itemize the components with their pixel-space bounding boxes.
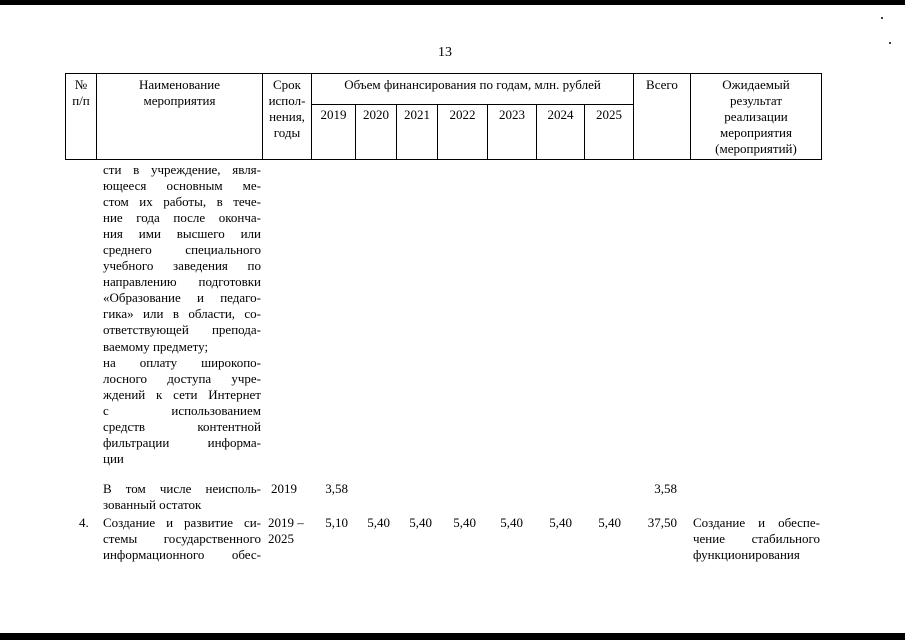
row-value-2019: 3,58 — [325, 481, 348, 496]
header-total-column: Всего — [646, 77, 678, 92]
header-number-column: № п/п — [72, 77, 90, 108]
row-value-2023: 5,40 — [500, 515, 523, 530]
header-year-2023: 2023 — [499, 107, 525, 122]
header-year-2020: 2020 — [363, 107, 389, 122]
row-value-2021: 5,40 — [409, 515, 432, 530]
header-year-2024: 2024 — [547, 107, 574, 122]
scan-speck — [889, 42, 891, 44]
row-term: 2019 — [271, 481, 297, 496]
header-year-2022: 2022 — [449, 107, 476, 122]
bottom-scan-border — [0, 633, 905, 640]
row-total: 3,58 — [654, 481, 677, 496]
row-result: Создание и обеспе- чение стабильного функционирования — [693, 515, 820, 562]
page-number: 13 — [438, 45, 452, 60]
row-term: 2019 – 2025 — [268, 515, 304, 546]
header-funding-column: Объем финансирования по годам, млн. рублей — [344, 77, 601, 92]
row-name: Создание и развитие си- стемы государственного информационного обес- — [103, 515, 261, 563]
row-total: 37,50 — [647, 515, 677, 530]
header-result-column: Ожидаемый результат реализации мероприятия (мероприятий) — [715, 77, 797, 156]
row-value-2020: 5,40 — [367, 515, 390, 530]
row-value-2019: 5,10 — [325, 515, 348, 530]
row-number: 4. — [79, 515, 89, 530]
row-value-2025: 5,40 — [598, 515, 621, 530]
header-name-column: Наименование мероприятия — [139, 77, 220, 108]
header-term-column: Срок испол- нения, годы — [268, 77, 306, 140]
header-year-2019: 2019 — [320, 107, 347, 122]
row-name: В том числе неисполь- зованный остаток — [103, 481, 261, 513]
continuation-text: сти в учреждение, явля- ющееся основным ме- стом их работы, в тече- ние года после оконча- ния ими высшего или среднего специального учебного заведения по направлению подготовки «Образование и педаго- гика» или в области, со- ответствующей препода- ваемому предмету; на оплату широкопо- лосного доступа учре- ждений к сети Интернет с использованием средств контентной фильтрации информа- ции — [103, 162, 261, 466]
header-year-2025: 2025 — [596, 107, 622, 122]
row-value-2024: 5,40 — [549, 515, 572, 530]
top-scan-border — [0, 0, 905, 5]
header-year-2021: 2021 — [404, 107, 430, 122]
scan-speck — [881, 17, 883, 19]
row-value-2022: 5,40 — [453, 515, 476, 530]
